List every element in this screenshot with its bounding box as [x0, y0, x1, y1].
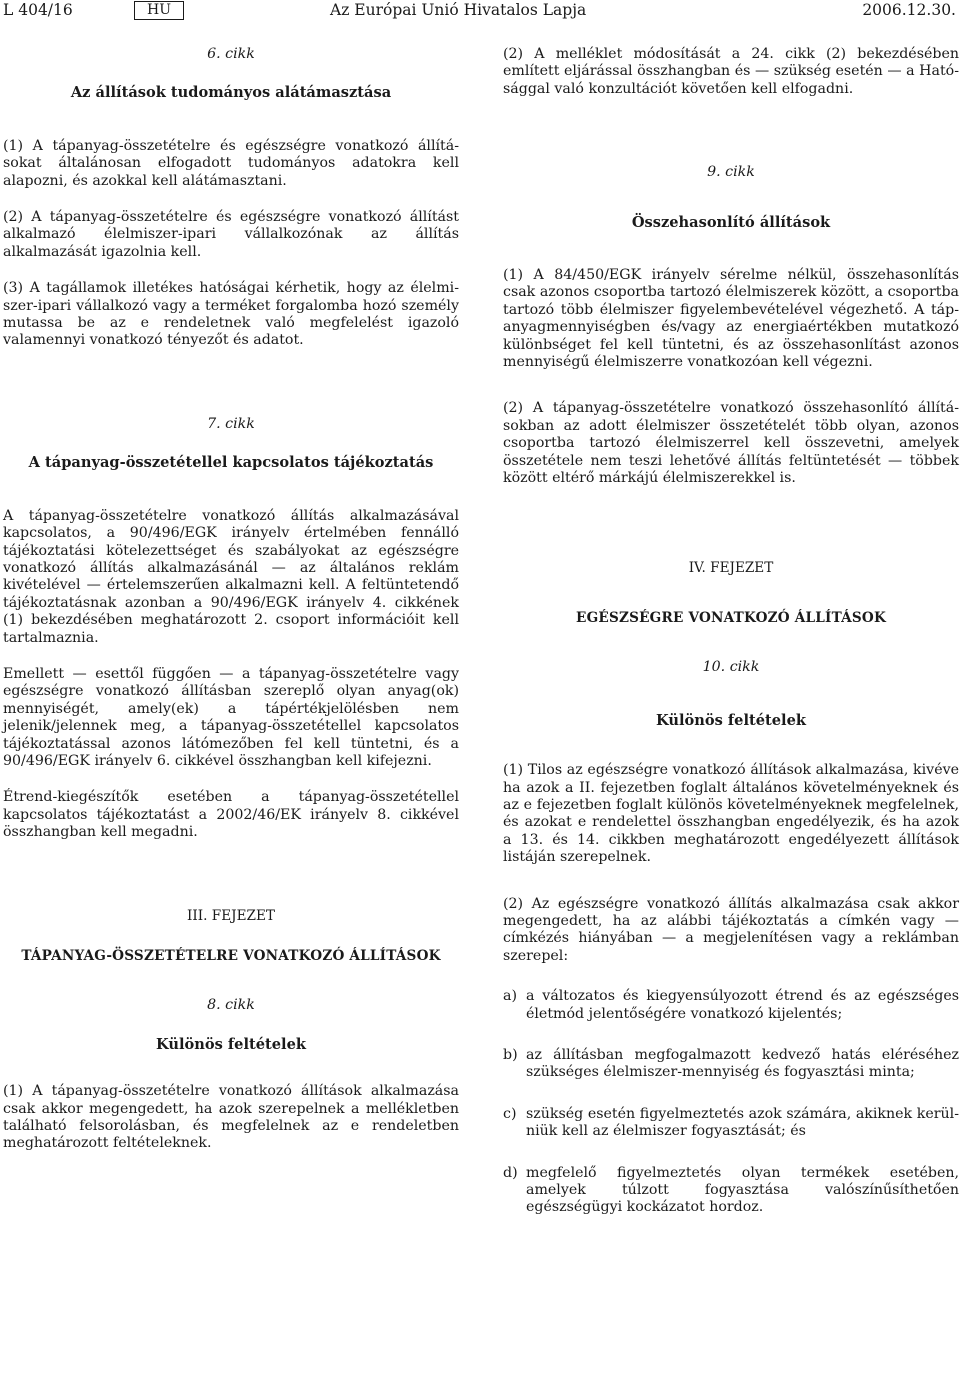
article-10-paragraph-1: (1) Tilos az egészségre vonatkozó állítások alkalmazása, kivéve ha azok a II. fejezetben foglalt általános követelményeknek és az e fejezetben foglalt különös követelményeknek megfelelnek, és azokat e rendelettel összhangban engedélyezik, és ha azok a 13. és 14. cikkben meghatározott engedélyezett állítások listáján szerepelnek. — [503, 762, 959, 866]
article-6-paragraph-2: (2) A tápanyag-összetételre és egészségre vonatkozó állítást alkalmazó élelmiszer-ipari vállalkozónak az állítás alkalmazását igazolnia kell. — [3, 209, 459, 260]
article-7-paragraph-2: Emellett — esettől függően — a tápanyag-összetételre vagy egészségre vonatkozó állításban szereplő olyan anyag(ok) mennyiségét, amely(ek) a tápértékjelölésben nem jelenik/jelennek meg, a tápanyag-összetétellel kapcsolatos tájékoztatással azonos látómezőben fel kell tüntetni, és a 90/496/EGK irányelv 6. cikkével összhangban kell kifejezni. — [3, 665, 459, 769]
article-8-number: 8. cikk — [207, 997, 255, 1014]
page-header — [0, 0, 960, 24]
page-reference: L 404/16 — [3, 1, 73, 19]
left-column — [3, 40, 459, 1153]
article-7-paragraph-3: Étrend-kiegészítők esetében a tápanyag-összetétellel kapcsolatos tájékoztatást a 2002/46/EK irányelv 8. cikkével összhangban kell megadni. — [3, 789, 459, 841]
list-item-label: b) — [503, 1047, 518, 1063]
article-9-number: 9. cikk — [707, 164, 755, 181]
right-column — [503, 40, 959, 1217]
list-item-text: szükség esetén figyelmeztetés azok számára, akiknek kerülniük kell az élelmiszer fogyasztását; és — [526, 1105, 959, 1140]
article-10-title: Különös feltételek — [656, 711, 806, 729]
article-7-title: A tápanyag-összetétellel kapcsolatos tájékoztatás — [28, 454, 434, 472]
article-7-paragraph-1: A tápanyag-összetételre vonatkozó állítás alkalmazásával kapcsolatos, a 90/496/EGK irányelv értelmében fennálló tájékoztatási kötelezettséget és szabályokat az egészségre vonatkozó állítás alkalmazásánál — az általános reklám kivételével — értelemszerűen alkalmazni kell. A feltüntetendő tájékoztatásnak azonban a 90/496/EGK irányelv 4. cikkének (1) bekezdésében meghatározott 2. csoport információit kell tartalmaznia. — [3, 507, 459, 646]
list-item-text: a változatos és kiegyensúlyozott étrend és az egészséges életmód jelentőségére vonatkozó kijelentés; — [526, 988, 959, 1022]
list-item — [503, 1165, 959, 1217]
article-9-paragraph-2: (2) A tápanyag-összetételre vonatkozó összehasonlító állításokban az adott élelmiszer összetételét több olyan, azonos csoportba tartozó élelmiszerrel kell összevetni, amelyek összetétele nem teszi lehetővé állítás feltüntetését — többek között eltérő márkájú élelmiszerekkel is. — [503, 400, 959, 487]
article-6-title: Az állítások tudományos alátámasztása — [70, 84, 392, 102]
publication-date: 2006.12.30. — [862, 1, 956, 19]
article-7-number: 7. cikk — [207, 415, 255, 432]
journal-title: Az Európai Unió Hivatalos Lapja — [330, 1, 587, 19]
chapter-4-label: IV. FEJEZET — [688, 559, 774, 576]
list-item — [503, 1047, 959, 1082]
list-item-text: az állításban megfogalmazott kedvező hatás eléréséhez szükséges élelmiszer-mennyiség és fogyasztási minta; — [526, 1047, 959, 1081]
article-10-number: 10. cikk — [702, 659, 760, 676]
list-item — [503, 1106, 959, 1141]
article-8-paragraph-1: (1) A tápanyag-összetételre vonatkozó állítások alkalmazása csak akkor megengedett, ha azok szerepelnek a mellékletben található felsorolásban, és megfelelnek az e rendeletben meghatározott feltételeknek. — [3, 1083, 459, 1152]
article-8-title: Különös feltételek — [156, 1035, 306, 1053]
list-item-label: d) — [503, 1164, 518, 1181]
chapter-3-label: III. FEJEZET — [187, 907, 275, 924]
language-code-box: HU — [134, 1, 184, 20]
list-item-text: megfelelő figyelmeztetés olyan termékek esetében, amelyek túlzott fogyasztása valószínűsíthetően egészségügyi kockázatot hordoz. — [526, 1164, 959, 1216]
article-9-paragraph-1: (1) A 84/450/EGK irányelv sérelme nélkül, összehasonlítás csak azonos csoportba tartozó élelmiszerek között, a csoportba tartozó több élelmiszer figyelembevételével végezhető. A tápanyagmennyiségben és/vagy az energiaértékben mutatkozó különbséget fel kell tüntetni, és az összehasonlítást azonos mennyiségű élelmiszerre vonatkozóan kell végezni. — [503, 267, 959, 371]
annex-amendment-paragraph: (2) A melléklet módosítását a 24. cikk (2) bekezdésében említett eljárással összhangban és — szükség esetén — a Hatósággal való konzultációt követően kell elfogadni. — [503, 46, 959, 97]
article-6-number: 6. cikk — [207, 46, 255, 62]
chapter-4-title: EGÉSZSÉGRE VONATKOZÓ ÁLLÍTÁSOK — [576, 609, 886, 626]
article-6-paragraph-1: (1) A tápanyag-összetételre és egészségre vonatkozó állításokat általánosan elfogadott tudományos adatokra kell alapozni, és azokkal kell alátámasztani. — [3, 137, 459, 189]
list-item-label: a) — [503, 988, 517, 1005]
list-item — [503, 988, 959, 1023]
article-9-title: Összehasonlító állítások — [631, 213, 831, 231]
list-item-label: c) — [503, 1105, 517, 1122]
article-6-paragraph-3: (3) A tagállamok illetékes hatóságai kérhetik, hogy az élelmiszer-ipari vállalkozó vagy a terméket forgalomba hozó személy mutassa be az e rendeletnek való megfelelést igazoló valamennyi vonatkozó tényezőt és adatot. — [3, 280, 459, 349]
chapter-3-title: TÁPANYAG-ÖSSZETÉTELRE VONATKOZÓ ÁLLÍTÁSOK — [21, 948, 441, 964]
article-10-paragraph-2: (2) Az egészségre vonatkozó állítás alkalmazása csak akkor megengedett, ha az alábbi tájékoztatás a címkén vagy — címkézés hiányában — a megjelenítésen vagy a reklámban szerepel: — [503, 895, 959, 964]
